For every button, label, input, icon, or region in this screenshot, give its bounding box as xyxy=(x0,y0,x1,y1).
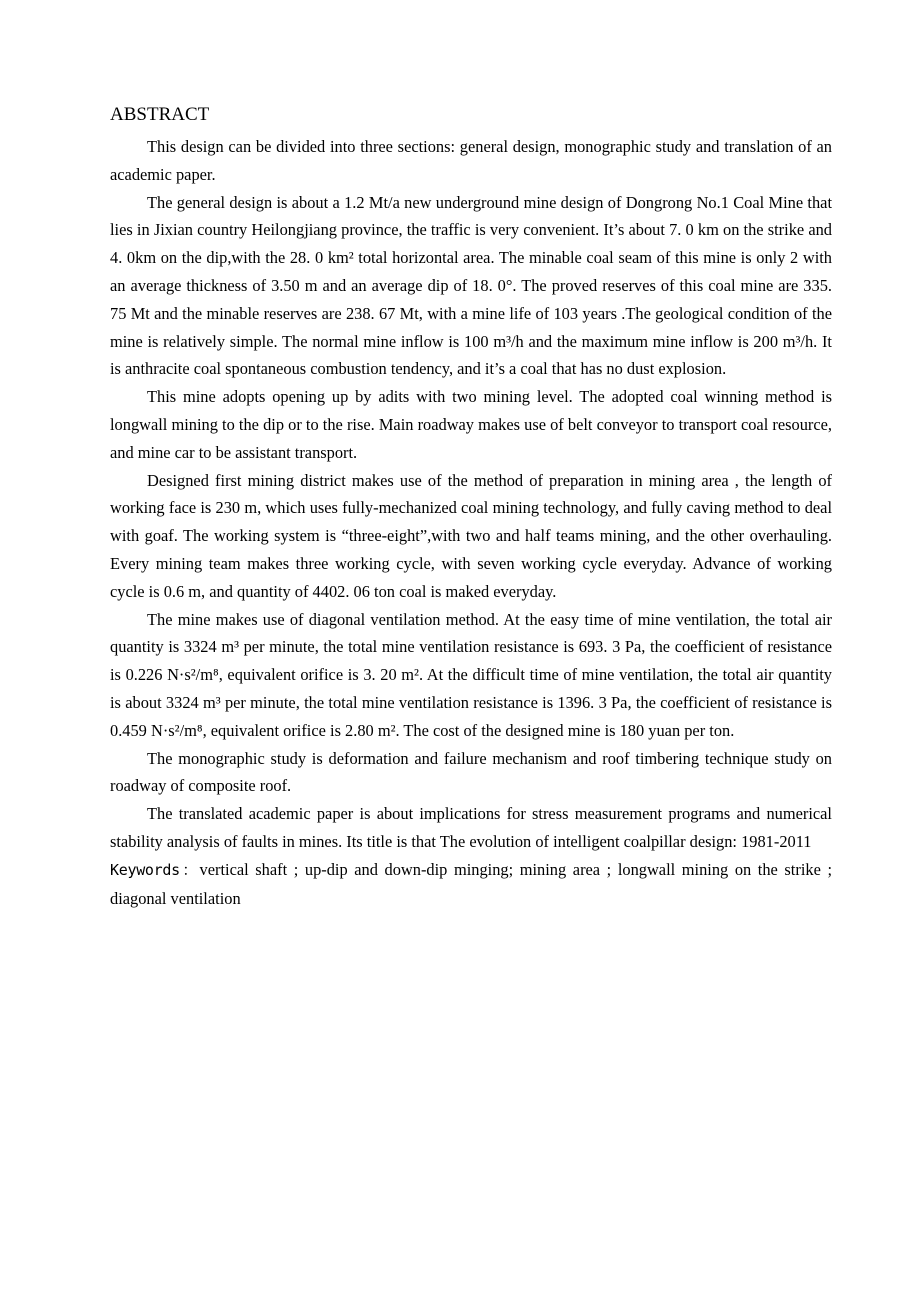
paragraph-general-design: The general design is about a 1.2 Mt/a new underground mine design of Dongrong No.1 Coal Mine that lies in Jixian country Heilongjiang province, the traffic is very convenient. It’s about 7. 0 km on the strike and 4. 0km on the dip,with the 28. 0 km² total horizontal area. The minable coal seam of this mine is only 2 with an average thickness of 3.50 m and an average dip of 18. 0°. The proved reserves of this coal mine are 335. 75 Mt and the minable reserves are 238. 67 Mt, with a mine life of 103 years .The geological condition of the mine is relatively simple. The normal mine inflow is 100 m³/h and the maximum mine inflow is 200 m³/h. It is anthracite coal spontaneous combustion tendency, and it’s a coal that has no dust explosion. xyxy=(110,192,832,379)
paragraph-overview: This design can be divided into three sections: general design, monographic study and translation of an academic paper. xyxy=(110,137,832,184)
paragraph-translated-paper: The translated academic paper is about implications for stress measurement programs and numerical stability analysis of faults in mines. Its title is that The evolution of intelligent coalpillar design: 1981-2011 xyxy=(110,804,832,851)
document-page xyxy=(110,103,832,912)
abstract-heading: ABSTRACT xyxy=(110,104,210,125)
keywords-label: Keywords： xyxy=(110,860,200,879)
keywords-text: vertical shaft ; up-dip and down-dip minging; mining area ; longwall mining on the strike ; diagonal ventilation xyxy=(110,859,832,908)
paragraph-opening-up: This mine adopts opening up by adits with two mining level. The adopted coal winning method is longwall mining to the dip or to the rise. Main roadway makes use of belt conveyor to transport coal resource, and mine car to be assistant transport. xyxy=(110,387,832,462)
keywords-line xyxy=(110,856,832,913)
paragraph-ventilation: The mine makes use of diagonal ventilation method. At the easy time of mine ventilation, the total air quantity is 3324 m³ per minute, the total mine ventilation resistance is 693. 3 Pa, the coefficient of resistance is 0.226 N·s²/m⁸, equivalent orifice is 3. 20 m². At the difficult time of mine ventilation, the total air quantity is about 3324 m³ per minute, the total mine ventilation resistance is 1396. 3 Pa, the coefficient of resistance is 0.459 N·s²/m⁸, equivalent orifice is 2.80 m². The cost of the designed mine is 180 yuan per ton. xyxy=(110,609,832,740)
paragraph-monographic-study: The monographic study is deformation and failure mechanism and roof timbering technique study on roadway of composite roof. xyxy=(110,748,832,796)
paragraph-mining-district: Designed first mining district makes use of the method of preparation in mining area , the length of working face is 230 m, which uses fully-mechanized coal mining technology, and fully caving method to deal with goaf. The working system is “three-eight”,with two and half teams mining, and the other overhauling. Every mining team makes three working cycle, with seven working cycle everyday. Advance of working cycle is 0.6 m, and quantity of 4402. 06 ton coal is maked everyday. xyxy=(110,470,832,601)
